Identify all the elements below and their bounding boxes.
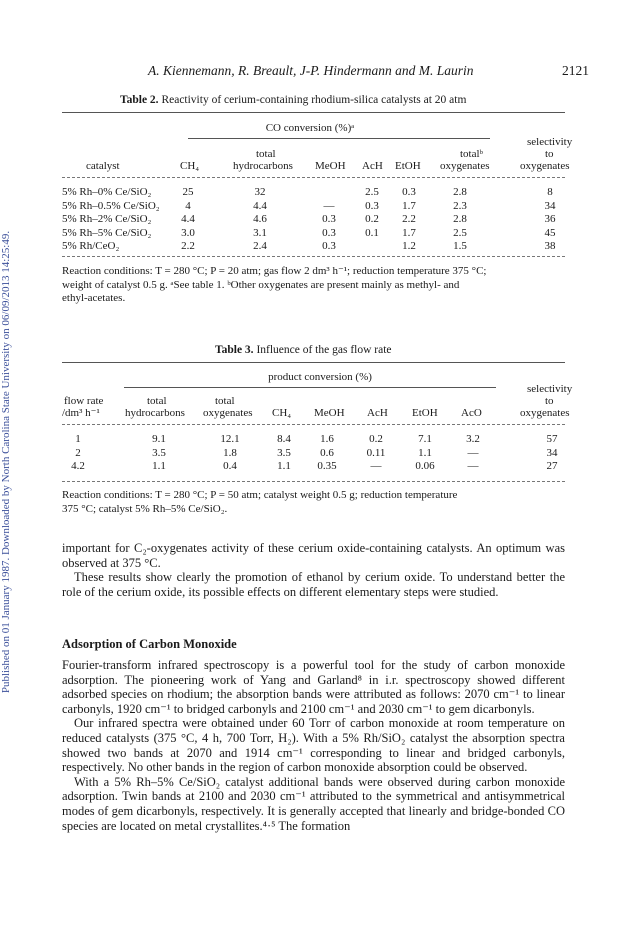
table3-col-flow-b: /dm³ h⁻¹ [62, 407, 100, 419]
table2-cell: 4.4 [253, 199, 267, 212]
table3-cell: 1.1 [277, 460, 291, 472]
table3-cell: 0.06 [415, 460, 435, 472]
table3-group-rule [124, 387, 496, 388]
table2-footnote-line3: ethyl-acetates. [62, 292, 126, 304]
paragraph-1: important for C₂-oxygenates activity of these cerium oxide-containing catalysts. An optimum was observed at 375 °C. [62, 541, 565, 570]
table2-col-sel-a: selectivity [527, 136, 573, 148]
table3-cell: 12.1 [220, 433, 240, 445]
table3-footnote-line2: 375 °C; catalyst 5% Rh–5% Ce/SiO₂. [62, 502, 228, 515]
table2-cell: 0.3 [365, 199, 379, 212]
table2-cell: 2.5 [453, 226, 467, 239]
table2-col-catalyst: catalyst [86, 160, 120, 172]
table3-header-rule [62, 424, 565, 425]
table2-col-tox-a: totalᵇ [460, 148, 483, 160]
table3-cell: 57 [546, 433, 558, 445]
table2-cell: 2.3 [453, 199, 467, 212]
table3-cell: 34 [546, 446, 558, 459]
section-heading: Adsorption of Carbon Monoxide [62, 637, 237, 651]
table2-col-ch4: CH₄ [180, 160, 200, 172]
table2-cell: 2.8 [453, 213, 467, 225]
table2-cell: 0.3 [402, 186, 416, 198]
table2-cell: 38 [544, 240, 556, 252]
running-header-authors: A. Kiennemann, R. Breault, J-P. Hindermann and M. Laurin [148, 63, 474, 78]
table3-footnote-line1: Reaction conditions: T = 280 °C; P = 50 atm; catalyst weight 0.5 g; reduction temperature [62, 489, 458, 501]
table3-col-etoh: EtOH [412, 407, 438, 419]
table3-cell: 1.1 [152, 460, 166, 472]
table2-cell: 32 [254, 186, 266, 198]
table3-col-aco: AcO [461, 407, 482, 419]
table2-cell: 36 [544, 213, 556, 225]
table3-cell: — [370, 460, 382, 472]
table2-cell: — [323, 199, 335, 212]
table3-col-thc-b: hydrocarbons [125, 407, 185, 419]
table3-col-ach: AcH [367, 407, 388, 419]
table2-cell: 8 [547, 186, 553, 198]
paragraph-3: Fourier-transform infrared spectroscopy is a powerful tool for the study of carbon monoxide adsorption. The pioneering work of Yang and Garland⁸ in i.r. spectroscopy showed different adsorbed species on rhodium; the absorption bands were attributed as follows: 2070 cm⁻¹ to linear carbonyls, 1920 cm⁻¹ to bridged carbonyls and 2100 cm⁻¹ and 2030 cm⁻¹ to gem dicarbonyls. [62, 658, 565, 716]
table3-cell: 7.1 [418, 433, 432, 445]
table2-caption-text: Reactivity of cerium-containing rhodium-silica catalysts at 20 atm [161, 94, 467, 106]
table3-cell: 0.4 [223, 460, 237, 472]
table3-col-flow-a: flow rate [64, 395, 104, 407]
table3-cell: 3.2 [466, 433, 480, 445]
table3-group-header: product conversion (%) [268, 371, 372, 383]
table3-bottom-rule [62, 481, 565, 482]
table2-cell: 2.8 [453, 186, 467, 198]
table2-cell: 1.7 [402, 226, 416, 239]
body-text-top [62, 541, 565, 599]
table3-cell: 0.6 [320, 446, 334, 459]
table3-cell: — [467, 446, 479, 459]
table2-col-total-a: total [256, 148, 276, 160]
table3-cell: 8.4 [277, 433, 291, 445]
table2-cell: 5% Rh–0.5% Ce/SiO₂ [62, 199, 160, 212]
table2-cell: 25 [182, 186, 194, 198]
table2-footnote-line2: weight of catalyst 0.5 g. ᵃSee table 1. ᵇOther oxygenates are present mainly as methyl- and [62, 278, 460, 291]
table3-cell: — [467, 460, 479, 472]
body-text-bottom [62, 658, 565, 833]
table3-cell: 2 [75, 446, 81, 459]
table2-cell: 2.4 [253, 240, 267, 252]
table2-cell: 2.2 [181, 240, 195, 252]
table2-cell: 1.2 [402, 240, 416, 252]
table3-cell: 9.1 [152, 433, 166, 445]
table3-cell: 1.8 [223, 446, 237, 459]
table2-cell: 0.3 [322, 226, 336, 239]
table3-col-meoh: MeOH [314, 407, 345, 419]
table2-cell: 45 [544, 226, 556, 239]
table3-cell: 27 [546, 460, 558, 472]
download-watermark: Published on 01 January 1987. Downloaded by North Carolina State University on 06/09/2013 14:25:49. [0, 230, 12, 694]
table3-top-rule [62, 362, 565, 363]
table2-col-meoh: MeOH [315, 160, 346, 172]
table2-cell: 5% Rh–2% Ce/SiO₂ [62, 213, 152, 225]
table2-cell: 1.7 [402, 199, 416, 212]
table2-col-sel-b: to [545, 148, 554, 160]
table2-caption-label: Table 2. [120, 94, 159, 106]
table3-col-sel-b: to [545, 395, 554, 407]
table3-col-thc-a: total [147, 395, 167, 407]
table2-cell: 5% Rh–0% Ce/SiO₂ [62, 186, 152, 198]
table2-cell: 1.5 [453, 240, 467, 252]
table2-cell: 5% Rh/CeO₂ [62, 240, 120, 252]
table2-cell: 5% Rh–5% Ce/SiO₂ [62, 226, 152, 239]
table2-cell: 0.2 [365, 213, 379, 225]
table2-footnote-line1: Reaction conditions: T = 280 °C; P = 20 atm; gas flow 2 dm³ h⁻¹; reduction temperature 375 °C; [62, 265, 487, 277]
table3-col-tox-a: total [215, 395, 235, 407]
table3-caption-text: Influence of the gas flow rate [256, 344, 392, 356]
table2-cell: 0.3 [322, 213, 336, 225]
table3-cell: 1 [75, 433, 81, 445]
table3-cell: 3.5 [277, 446, 291, 459]
table3-cell: 4.2 [71, 460, 85, 472]
table2-cell: 3.1 [253, 226, 267, 239]
table3-cell: 0.11 [366, 446, 386, 459]
paragraph-5: With a 5% Rh–5% Ce/SiO₂ catalyst additional bands were observed during carbon monoxide adsorption. Twin bands at 2100 and 2030 cm⁻¹ attributed to the symmetrical and antisymmetrical modes of gem dicarbonyls, respectively. It is generally accepted that linearly and bridge-bonded CO species are located on metal crystallites.⁴·⁵ The formation [62, 774, 565, 833]
table3-col-sel-c: oxygenates [520, 407, 570, 419]
table3-col-sel-a: selectivity [527, 383, 573, 395]
table3-cell: 0.35 [317, 460, 337, 472]
table2-group-header: CO conversion (%)ᵃ [265, 122, 355, 134]
paragraph-4: Our infrared spectra were obtained under 60 Torr of carbon monoxide at room temperature on reduced catalysts (375 °C, 4 h, 700 Torr, H₂). With a 5% Rh/SiO₂ catalyst the absorption spectra showed two bands at 2070 and 1914 cm⁻¹ corresponding to linear and bridged carbonyls, respectively. No other bands in the region of carbon monoxide absorption could be observed. [62, 716, 565, 775]
table2-col-tox-b: oxygenates [440, 160, 490, 172]
table2-cell: 0.1 [365, 226, 379, 239]
table3-col-tox-b: oxygenates [203, 407, 253, 419]
table2-col-total-b: hydrocarbons [233, 160, 293, 172]
table3-col-ch4: CH₄ [272, 407, 292, 419]
table2-cell: 4.4 [181, 213, 195, 225]
table2-cell: 2.2 [402, 213, 416, 225]
table3-cell: 0.2 [369, 433, 383, 445]
table3-footnote [62, 489, 565, 516]
paragraph-2: These results show clearly the promotion of ethanol by cerium oxide. To understand better the role of the cerium oxide, its possible effects on different elementary steps were studied. [62, 570, 565, 599]
table3-caption-label: Table 3. [215, 344, 254, 356]
table2-cell: 4 [185, 199, 191, 212]
table2-col-ach: AcH [362, 160, 383, 172]
table2-col-etoh: EtOH [395, 160, 421, 172]
table3-cell: 1.1 [418, 446, 432, 459]
page-number: 2121 [562, 63, 589, 78]
table2-col-sel-c: oxygenates [520, 160, 570, 172]
table2-cell: 3.0 [181, 226, 195, 239]
table2-cell: 4.6 [253, 213, 267, 225]
table3-cell: 1.6 [320, 433, 334, 445]
table3-cell: 3.5 [152, 446, 166, 459]
table2-cell: 0.3 [322, 240, 336, 252]
table2-cell: 34 [544, 199, 556, 212]
table2-cell: 2.5 [365, 186, 379, 198]
